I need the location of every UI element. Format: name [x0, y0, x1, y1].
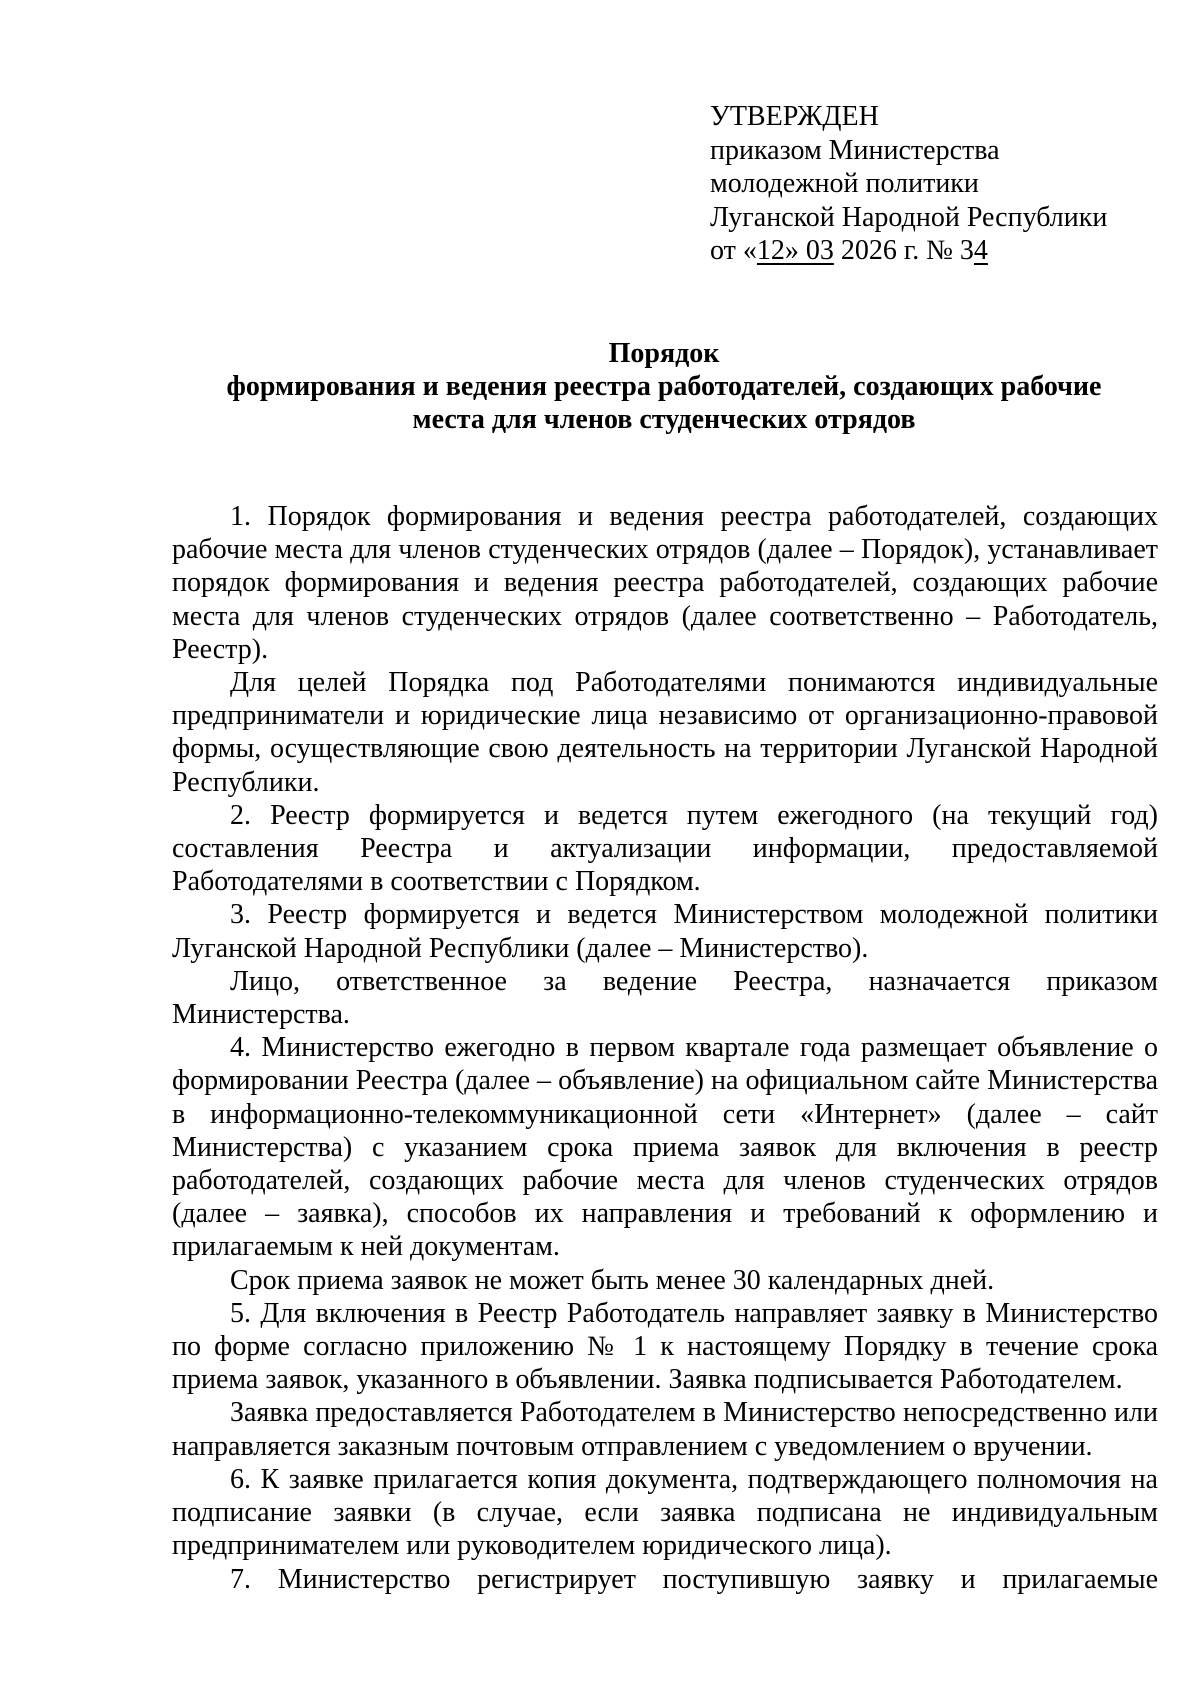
paragraph: 2. Реестр формируется и ведется путем ежегодного (на текущий год) составления Реестра и актуализации информации, предоставляемой Работодателями в соответствии с Порядком. — [172, 799, 1158, 898]
paragraph: 7. Министерство регистрирует поступившую заявку и прилагаемые — [230, 1563, 1158, 1595]
paragraph: 1. Порядок формирования и ведения реестра работодателей, создающих рабочие места для членов студенческих отрядов (далее – Порядок), устанавливает порядок формирования и ведения реестра работодателей, создающих рабочие места для членов студенческих отрядов (далее соответственно – Работодатель, Реестр). — [172, 501, 1158, 665]
approval-order-line: приказом Министерства — [710, 134, 1000, 166]
paragraph: Срок приема заявок не может быть менее 30 календарных дней. — [230, 1264, 995, 1296]
date-prefix: от « — [710, 235, 757, 266]
paragraph: 6. К заявке прилагается копия документа, подтверждающего полномочия на подписание заявки (в случае, если заявка подписана не индивидуальным предпринимателем или руководителем юридического лица). — [172, 1463, 1158, 1562]
approval-heading: УТВЕРЖДЕН — [710, 101, 879, 132]
document-body — [172, 500, 1158, 1596]
paragraph: Лицо, ответственное за ведение Реестра, назначается приказом Министерства. — [172, 965, 1158, 1031]
title-line-2: формирования и ведения реестра работодателей, создающих рабочие — [226, 371, 1102, 402]
paragraph: Для целей Порядка под Работодателями понимаются индивидуальные предприниматели и юридические лица независимо от организационно-правовой формы, осуществляющие свою деятельность на территории Луганской Народной Республики. — [172, 667, 1158, 798]
paragraph: 5. Для включения в Реестр Работодатель направляет заявку в Министерство по форме согласно приложению № 1 к настоящему Порядку в течение срока приема заявок, указанного в объявлении. Заявка подписывается Работодателем. — [172, 1297, 1158, 1396]
title-line-1: Порядок — [608, 338, 720, 369]
title-line-3: места для членов студенческих отрядов — [412, 404, 916, 435]
date-day: 12 — [756, 235, 785, 266]
paragraph: 3. Реестр формируется и ведется Министерством молодежной политики Луганской Народной Республики (далее – Министерство). — [172, 899, 1158, 964]
date-quote-close: » — [784, 235, 806, 266]
approval-ministry-line: молодежной политики — [710, 168, 979, 199]
date-year-number: 2026 г. № 3 — [833, 235, 974, 266]
date-month: 03 — [805, 235, 834, 266]
approval-stamp — [710, 100, 1107, 268]
paragraph: 4. Министерство ежегодно в первом квартале года размещает объявление о формировании Реестра (далее – объявление) на официальном сайте Министерства в информационно-телекоммуникационной сети «Интернет» (далее – сайт Министерства) с указанием срока приема заявок для включения в реестр работодателей, создающих рабочие места для членов студенческих отрядов (далее – заявка), способов их направления и требований к оформлению и прилагаемым к ней документам. — [172, 1032, 1158, 1263]
document-title — [170, 337, 1158, 436]
paragraph: Заявка предоставляется Работодателем в Министерство непосредственно или направляется заказным почтовым отправлением с уведомлением о вручении. — [172, 1397, 1158, 1462]
order-number-tail: 4 — [973, 235, 988, 266]
approval-republic-line: Луганской Народной Республики — [710, 201, 1108, 233]
approval-date-line — [710, 234, 1107, 268]
